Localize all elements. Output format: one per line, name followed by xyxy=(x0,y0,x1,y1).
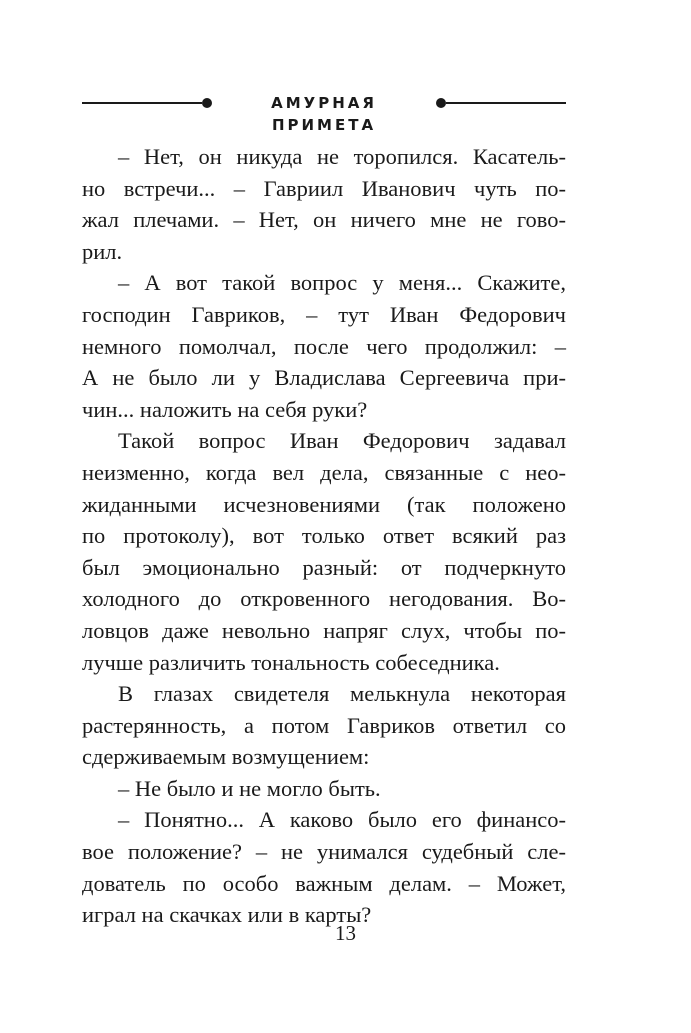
text-line: рил. xyxy=(82,238,123,264)
text-line: неизменно, когда вел дела, связанные с нео- xyxy=(82,459,566,485)
text-line: господин Гавриков, – тут Иван Федорович xyxy=(82,301,566,327)
running-header xyxy=(82,88,566,134)
text-line: чин... наложить на себя руки? xyxy=(82,396,368,422)
text-line: вое положение? – не унимался судебный сле- xyxy=(82,839,566,865)
text-line: – Понятно... А каково было его финансо- xyxy=(118,807,566,833)
text-line: был эмоционально разный: от подчеркнуто xyxy=(82,554,566,580)
text-line: дователь по особо важным делам. – Может, xyxy=(82,870,566,896)
header-ornament-dot-left xyxy=(202,98,212,108)
text-line: жиданными исчезновениями (так положено xyxy=(82,491,566,517)
text-line: В глазах свидетеля мелькнула некоторая xyxy=(118,681,566,707)
text-line: Такой вопрос Иван Федорович задавал xyxy=(118,428,566,454)
text-line: ловцов даже невольно напряг слух, чтобы по- xyxy=(82,617,566,643)
text-line: – А вот такой вопрос у меня... Скажите, xyxy=(118,270,566,296)
text-line: жал плечами. – Нет, он ничего мне не гово- xyxy=(82,207,566,233)
running-header-title: АМУРНАЯ ПРИМЕТА xyxy=(271,94,377,134)
text-line: холодного до откровенного негодования. Во- xyxy=(82,586,566,612)
body-text xyxy=(82,141,566,931)
text-line: – Нет, он никуда не торопился. Касатель- xyxy=(118,144,566,169)
text-line: – Не было и не могло быть. xyxy=(118,775,381,801)
text-line: сдерживаемым возмущением: xyxy=(82,744,370,770)
text-line: растерянность, а потом Гавриков ответил со xyxy=(82,712,566,738)
text-line: играл на скачках или в карты? xyxy=(82,902,372,928)
text-line: лучше различить тональность собеседника. xyxy=(82,649,500,675)
text-line: немного помолчал, после чего продолжил: – xyxy=(82,333,566,359)
header-ornament-dot-right xyxy=(436,98,446,108)
text-line: А не было ли у Владислава Сергеевича при- xyxy=(82,365,566,391)
header-rule-left xyxy=(82,102,202,104)
header-rule-right xyxy=(446,102,566,104)
text-line: но встречи... – Гавриил Иванович чуть по- xyxy=(82,175,566,201)
text-line: по протоколу), вот только ответ всякий раз xyxy=(82,523,566,549)
page-number: 13 xyxy=(335,921,356,945)
